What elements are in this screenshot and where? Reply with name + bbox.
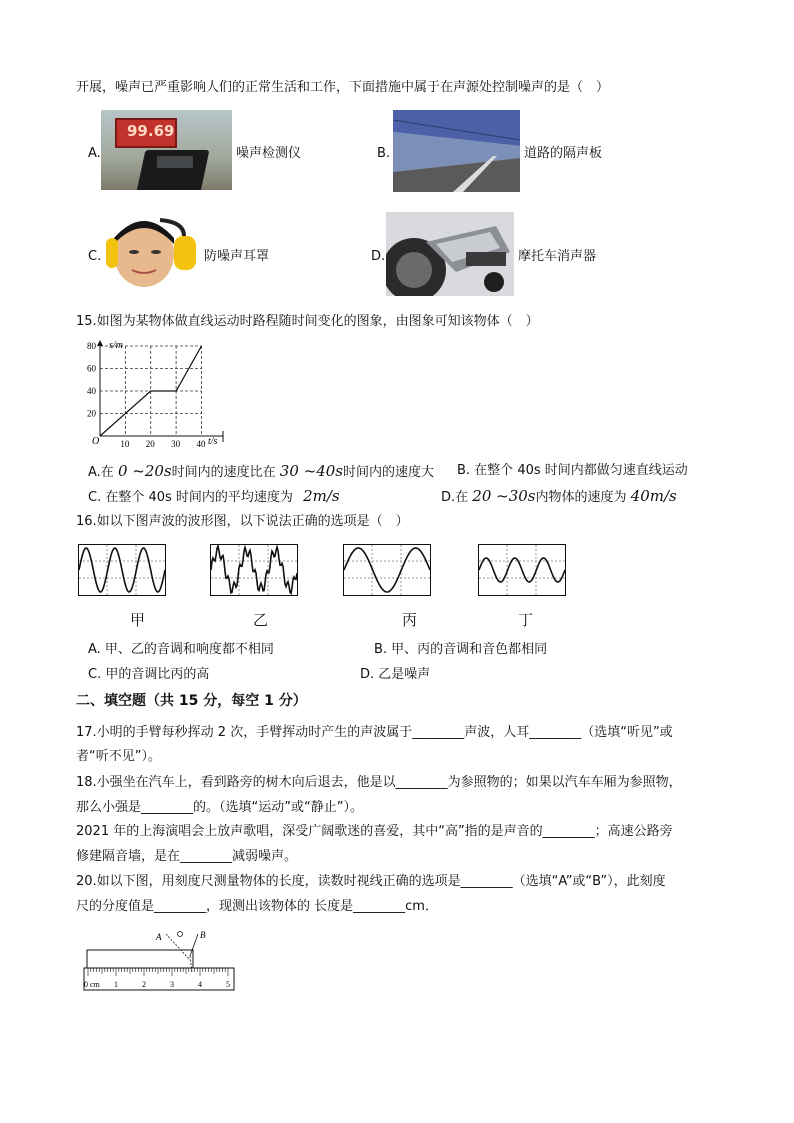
q15-option-c-math: 2m/s	[303, 487, 340, 505]
q15-option-a	[88, 462, 434, 482]
waveform-yi	[210, 544, 298, 596]
sight-line-b	[190, 934, 198, 956]
q19-line2: 修建隔音墙，是在________减弱噪声。	[76, 849, 298, 864]
q15-option-c	[88, 487, 340, 507]
q16-option-d: D. 乙是噪声	[360, 667, 431, 682]
muffler-photo	[386, 212, 514, 296]
q19-line1: 2021 年的上海演唱会上放声歌唱，深受广阔歌迷的喜爱，其中“高”指的是声音的________；高速公路旁	[76, 824, 673, 839]
waveform-ding	[478, 544, 566, 596]
sound-barrier-photo	[393, 110, 520, 192]
q14-option-c-label: 防噪声耳罩	[204, 249, 270, 264]
q14-option-c-letter: C.	[88, 249, 102, 264]
earmuffs-photo	[100, 218, 202, 288]
waveform-label-bing: 丙	[402, 611, 418, 629]
q16-option-c: C. 甲的音调比丙的高	[88, 667, 210, 682]
q14-option-d-letter: D.	[371, 249, 386, 264]
waveform-label-ding: 丁	[518, 611, 534, 629]
ruler-label: 4	[198, 980, 202, 989]
q15-option-d-math1: 20 ~30s	[472, 487, 536, 505]
q15-option-a-prefix: A.在	[88, 465, 114, 480]
q15-option-a-math2: 30 ~40s	[279, 462, 343, 480]
q18-line1: 18.小强坐在汽车上，看到路旁的树木向后退去，他是以________为参照物的；如果以汽车车厢为参照物，	[76, 775, 682, 790]
q16-option-b: B. 甲、丙的音调和音色都相同	[374, 642, 548, 657]
q14-option-a-letter: A.	[88, 146, 101, 161]
ruler-label: 5	[226, 980, 230, 989]
s-t-x-tick: 20	[145, 439, 155, 449]
q15-option-d	[441, 487, 677, 507]
s-t-y-label: s/m	[109, 340, 123, 351]
s-t-x-label: t/s	[208, 436, 218, 447]
q15-option-a-suffix: 时间内的速度大	[343, 465, 435, 480]
s-t-y-tick: 20	[87, 408, 96, 419]
s-t-x-tick: 40	[196, 439, 206, 449]
s-t-origin: O	[92, 436, 100, 447]
q14-option-b-label: 道路的隔声板	[524, 146, 603, 161]
q15-stem: 15.如图为某物体做直线运动时路程随时间变化的图象，由图象可知该物体（ ）	[76, 314, 539, 329]
view-label-a: A	[156, 932, 162, 942]
q15-option-c-prefix: C. 在整个 40s 时间内的平均速度为	[88, 490, 293, 505]
q17-line1: 17.小明的手臂每秒挥动 2 次，手臂挥动时产生的声波属于________声波，人耳________（选填“听见”或	[76, 725, 673, 740]
q14-stem: 开展，噪声已严重影响人们的正常生活和工作，下面措施中属于在声源处控制噪声的是（ ）	[76, 80, 610, 95]
s-t-y-tick: 60	[87, 363, 96, 374]
waveform-label-jia: 甲	[130, 611, 146, 629]
noise-meter-photo	[101, 110, 232, 190]
s-t-y-tick: 80	[87, 341, 96, 351]
q15-option-a-math1: 0 ~20s	[117, 462, 172, 480]
q16-option-a: A. 甲、乙的音调和响度都不相同	[88, 642, 274, 657]
view-label-b: B	[200, 930, 206, 940]
q14-option-a-label: 噪声检测仪	[236, 146, 302, 161]
eye-icon	[178, 932, 183, 937]
s-t-x-tick: 10	[120, 439, 130, 449]
q15-option-d-prefix: D.在	[441, 490, 469, 505]
noise-meter-display: 99.69	[127, 122, 175, 140]
q18-line2: 那么小强是________的。（选填“运动”或“静止”）。	[76, 800, 363, 815]
ruler-label: 1	[114, 980, 118, 989]
s-t-y-tick: 40	[87, 386, 96, 396]
waveform-bing	[343, 544, 431, 596]
q20-line2: 尺的分度值是________，现测出该物体的 长度是________cm．	[76, 899, 438, 914]
q15-option-d-mid: 内物体的速度为	[535, 490, 627, 505]
q15-option-d-math2: 40m/s	[630, 487, 677, 505]
waveform-label-yi: 乙	[253, 611, 269, 629]
measured-object	[87, 950, 193, 968]
section-title: 二、填空题（共 15 分，每空 1 分）	[76, 693, 307, 709]
q14-option-b-letter: B.	[377, 146, 391, 161]
q14-option-d-label: 摩托车消声器	[518, 249, 597, 264]
waveform-jia	[78, 544, 166, 596]
q20-line1: 20.如以下图，用刻度尺测量物体的长度，读数时视线正确的选项是________（选填“A”或“B”），此刻度	[76, 874, 666, 889]
q16-stem: 16.如以下图声波的波形图，以下说法正确的选项是（ ）	[76, 514, 409, 529]
ruler-label: 2	[142, 980, 146, 989]
s-t-x-tick: 30	[171, 439, 181, 449]
q15-option-a-mid: 时间内的速度比在	[171, 465, 276, 480]
ruler-label: 3	[170, 980, 174, 989]
ruler-label: 0 cm	[84, 980, 100, 989]
ruler-figure	[80, 926, 240, 996]
s-t-graph	[80, 336, 230, 451]
q15-option-b: B. 在整个 40s 时间内都做匀速直线运动	[457, 463, 688, 478]
q17-line2: 者“听不见”）。	[76, 749, 161, 764]
